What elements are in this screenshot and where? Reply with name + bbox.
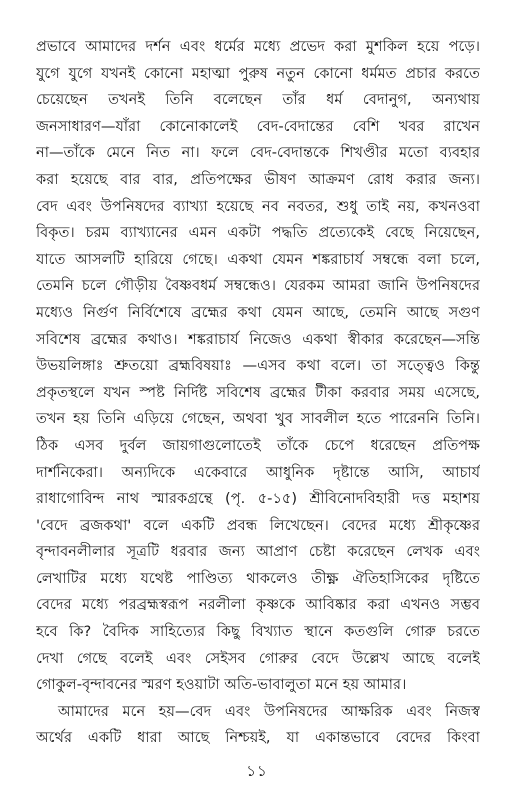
text-line: জনসাধারণ—যাঁরা কোনোকালেই বেদ-বেদান্তের বেশি খবর রাখেন xyxy=(36,117,480,135)
text-line: উভয়লিঙ্গাঃ শ্রুতয়ো ব্রহ্মবিষয়াঃ —এসব কথা বলে। তা সত্ত্বেও কিন্তু xyxy=(36,357,480,375)
text-line: না—তাঁকে মেনে নিত না। ফলে বেদ-বেদান্তকে শিখণ্ডীর মতো ব্যবহার xyxy=(36,144,480,162)
text-line: চেয়েছেন তখনই তিনি বলেছেন তাঁর ধর্ম বেদানুগ, অন্যথায় xyxy=(36,91,480,109)
text-line: দেখা গেছে বলেই এবং সেইসব গোরুর বেদে উল্লেখ আছে বলেই xyxy=(36,649,480,667)
text-line: দার্শনিকেরা। অন্যদিকে একেবারে আধুনিক দৃষ্টান্তে আসি, আচার্য xyxy=(36,463,480,481)
paragraph-start-line: আমাদের মনে হয়—বেদ এবং উপনিষদের আক্ষরিক এবং নিজস্ব xyxy=(58,702,480,720)
text-line: রাধাগোবিন্দ নাথ স্মারকগ্রন্থে (পৃ. ৫-১৫) শ্রীবিনোদবিহারী দত্ত মহাশয় xyxy=(36,490,480,508)
text-line: বৃন্দাবনলীলার সূত্রটি ধরবার জন্য আপ্রাণ চেষ্টা করেছেন লেখক এবং xyxy=(36,543,480,561)
text-line: করা হয়েছে বার বার, প্রতিপক্ষের ভীষণ আক্রমণ রোধ করার জন্য। xyxy=(36,170,480,188)
text-line: অর্থের একটি ধারা আছে নিশ্চয়ই, যা একান্তভাবে বেদের কিংবা xyxy=(36,729,480,747)
body-text xyxy=(36,34,480,752)
text-line: প্রভাবে আমাদের দর্শন এবং ধর্মের মধ্যে প্রভেদ করা মুশকিল হয়ে পড়ে। xyxy=(36,38,480,55)
text-line: যাতে আসলটি হারিয়ে গেছে। একথা যেমন শঙ্করাচার্য সম্বন্ধে বলা চলে, xyxy=(36,250,480,268)
paragraph-end-line: গোকুল-বৃন্দাবনের স্মরণ হওয়াটা অতি-ভাবালুতা মনে হয় আমার। xyxy=(36,676,407,694)
text-line: লেখাটির মধ্যে যথেষ্ট পাণ্ডিত্য থাকলেও তীক্ষ্ণ ঐতিহাসিকের দৃষ্টিতে xyxy=(36,569,480,587)
text-line: বেদের মধ্যে পরব্রহ্মস্বরূপ নরলীলা কৃষ্ণকে আবিষ্কার করা এখনও সম্ভব xyxy=(36,596,480,614)
text-line: সবিশেষ ব্রহ্মের কথাও। শঙ্করাচার্য নিজেও একথা স্বীকার করেছেন—সন্তি xyxy=(36,330,480,348)
text-line: মধ্যেও নির্গুণ নির্বিশেষে ব্রহ্মের কথা যেমন আছে, তেমনি আছে সগুণ xyxy=(36,303,480,321)
text-line: 'বেদে ব্রজকথা' বলে একটি প্রবন্ধ লিখেছেন। বেদের মধ্যে শ্রীকৃষ্ণের xyxy=(36,516,480,534)
page-number: ১১ xyxy=(246,762,268,780)
text-line: যুগে যুগে যখনই কোনো মহাত্মা পুরুষ নতুন কোনো ধর্মমত প্রচার করতে xyxy=(36,64,480,82)
text-line: তেমনি চলে গৌড়ীয় বৈষ্ণবধর্ম সম্বন্ধেও। যেরকম আমরা জানি উপনিষদের xyxy=(36,277,480,295)
text-line: ঠিক এসব দুর্বল জায়গাগুলোতেই তাঁকে চেপে ধরেছেন প্রতিপক্ষ xyxy=(36,436,480,454)
text-line: তখন হয় তিনি এড়িয়ে গেছেন, অথবা খুব সাবলীল হতে পারেননি তিনি। xyxy=(36,410,480,428)
text-line: প্রকৃতস্থলে যখন স্পষ্ট নির্দিষ্ট সবিশেষ ব্রহ্মের টীকা করবার সময় এসেছে, xyxy=(36,383,480,401)
text-line: বিকৃত। চরম ব্যাখ্যানের এমন একটা পদ্ধতি প্রত্যেকেই বেছে নিয়েছেন, xyxy=(36,224,480,242)
text-line: বেদ এবং উপনিষদের ব্যাখ্যা হয়েছে নব নবতর, শুধু তাই নয়, কখনওবা xyxy=(36,197,480,215)
text-line: হবে কি? বৈদিক সাহিত্যের কিছু বিখ্যাত স্থানে কতগুলি গোরু চরতে xyxy=(36,623,480,641)
